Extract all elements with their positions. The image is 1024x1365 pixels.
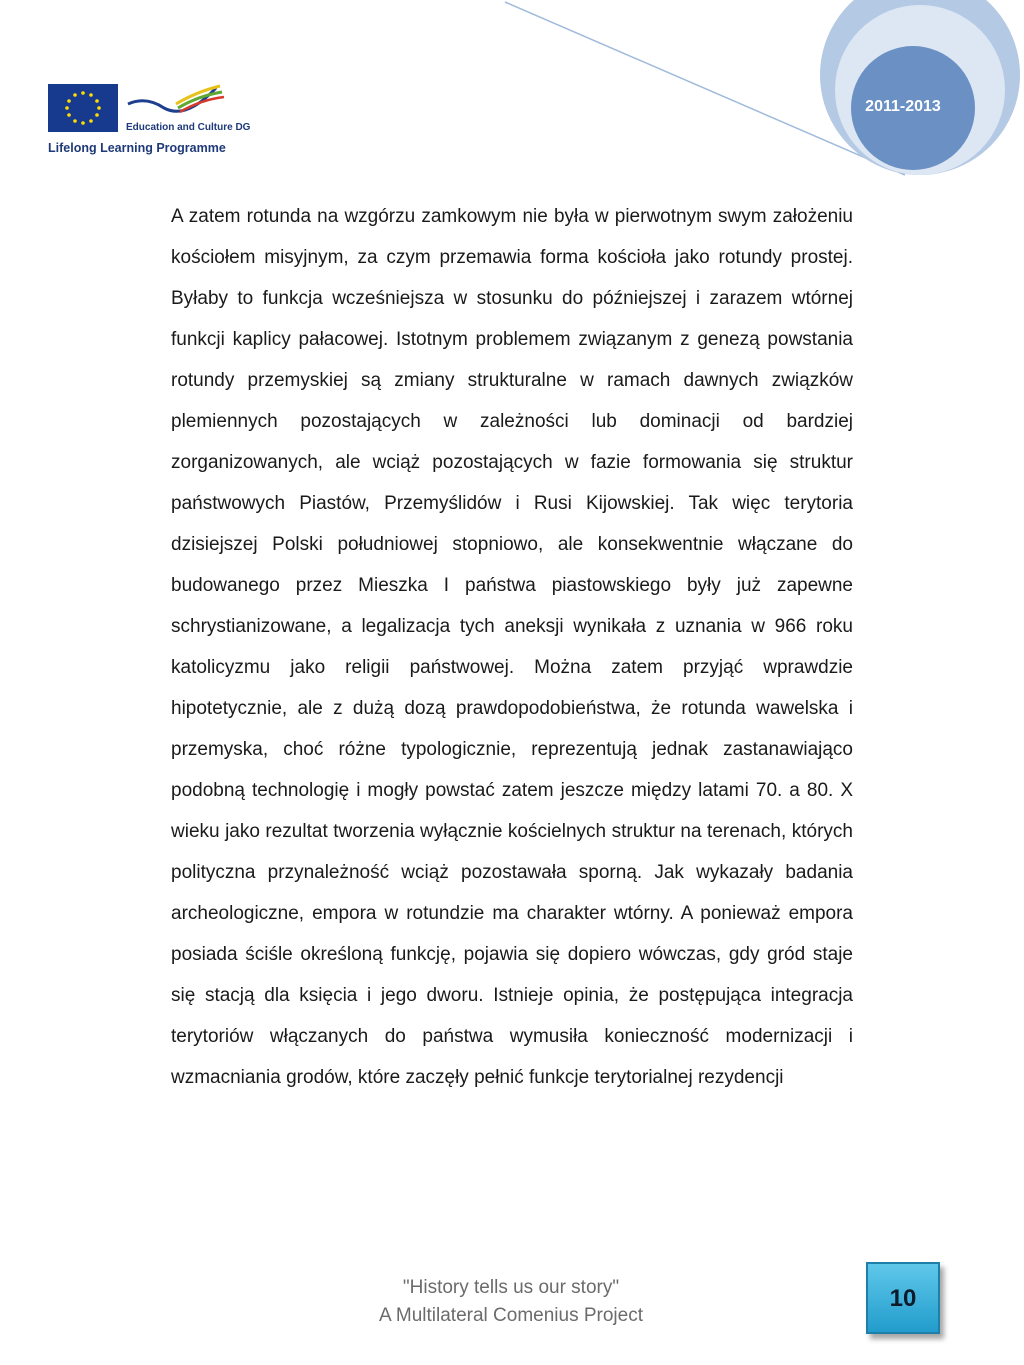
programme-text: Lifelong Learning Programme	[48, 141, 226, 155]
swoosh-icon	[126, 82, 226, 122]
page-number: 10	[889, 1285, 917, 1312]
footer-subtitle: A Multilateral Comenius Project	[379, 1305, 643, 1326]
years-label: 2011-2013	[865, 98, 941, 115]
page-number-badge	[866, 1262, 940, 1334]
footer-title: "History tells us our story"	[402, 1277, 620, 1298]
eu-flag-icon	[48, 84, 118, 132]
footer	[300, 1274, 722, 1330]
body-paragraph: A zatem rotunda na wzgórzu zamkowym nie była w pierwotnym swym założeniu kościołem misyjnym, za czym przemawia forma kościoła jako rotundy prostej. Byłaby to funkcja wcześniejsza w stosunku do późniejszej i zarazem wtórnej funkcji kaplicy pałacowej. Istotnym problemem związanym z genezą powstania rotundy przemyskiej są zmiany strukturalne w ramach dawnych związków plemiennych pozostających w zależności lub dominacji od bardziej zorganizowanych, ale wciąż pozostających w fazie formowania się struktur państwowych Piastów, Przemyślidów i Rusi Kijowskiej. Tak więc terytoria dzisiejszej Polski południowej stopniowo, ale konsekwentnie włączane do budowanego przez Mieszka I państwa piastowskiego były już zapewne schrystianizowane, a legalizacja tych aneksji wynikała z uznania w 966 roku katolicyzmu jako religii państwowej. Można zatem przyjąć wprawdzie hipotetycznie, ale z dużą dozą prawdopodobieństwa, że rotunda wawelska i przemyska, choć różne typologicznie, reprezentują jednak zastanawiająco podobną technologię i mogły powstać zatem jeszcze między latami 70. a 80. X wieku jako rezultat tworzenia wyłącznie kościelnych struktur na terenach, których polityczna przynależność wciąż pozostawała sporną. Jak wykazały badania archeologiczne, empora w rotundzie ma charakter wtórny. A ponieważ empora posiada ściśle określoną funkcję, pojawia się dopiero wówczas, gdy gród staje się stacją dla księcia i jego dworu. Istnieje opinia, że postępująca integracja terytoriów włączanych do państwa wymusiła konieczność modernizacji i wzmacniania grodów, które zaczęły pełnić funkcje terytorialnej rezydencji	[171, 206, 853, 1088]
llp-logo	[48, 82, 258, 162]
dg-text: Education and Culture DG	[126, 122, 251, 133]
